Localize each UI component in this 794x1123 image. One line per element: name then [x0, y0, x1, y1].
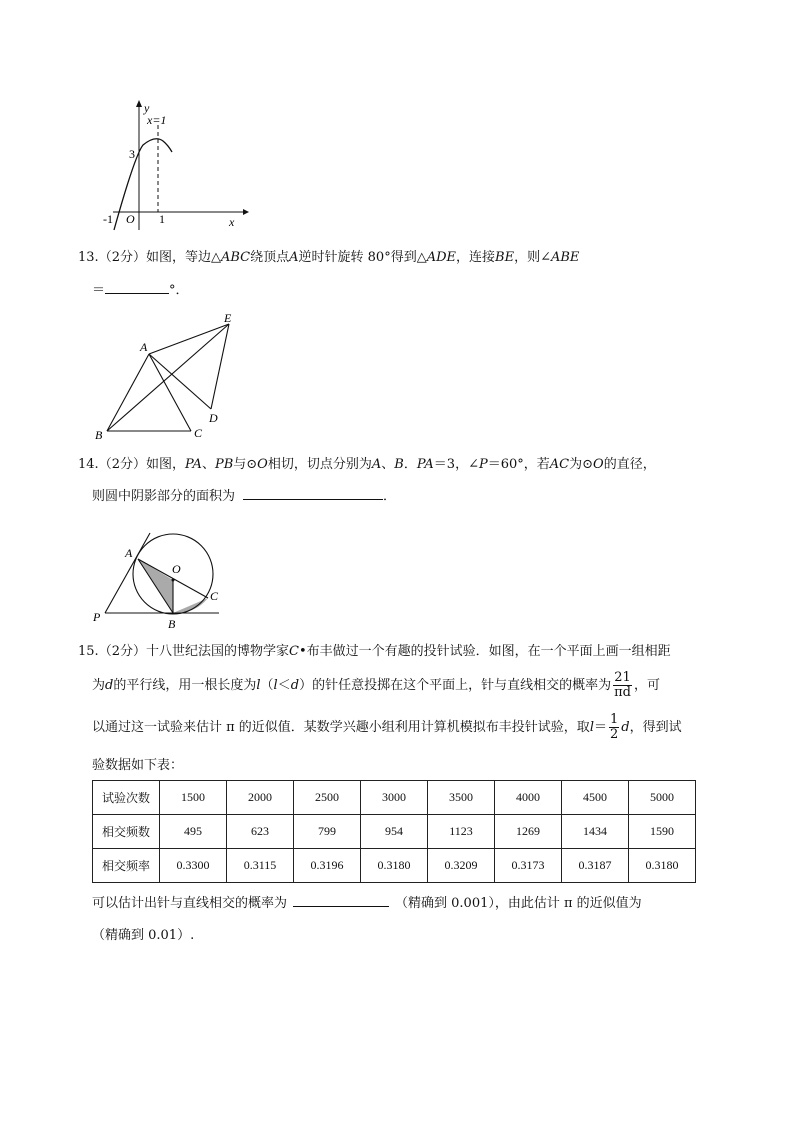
table-cell: 4500 — [562, 781, 629, 815]
point-c-label: C — [194, 426, 203, 440]
y-axis-label: y — [144, 101, 150, 115]
q13-answer-blank[interactable] — [105, 281, 169, 294]
point-a-label: A — [125, 546, 133, 560]
table-row-header: 试验次数 — [93, 781, 160, 815]
point-p-label: P — [93, 610, 101, 624]
q14-answer-blank[interactable] — [243, 487, 383, 500]
table-cell: 623 — [227, 815, 294, 849]
symmetry-label: x=1 — [147, 113, 167, 127]
y-axis-arrow-icon — [136, 100, 142, 107]
table-row — [93, 781, 696, 815]
tangent-circle-figure — [88, 512, 233, 632]
q15-number: 15. — [78, 644, 99, 659]
table-cell: 4000 — [495, 781, 562, 815]
half-fraction: $\frac{1}{2}$ — [610, 712, 619, 742]
rotated-triangle-figure — [88, 306, 248, 446]
table-cell: 0.3180 — [361, 849, 428, 883]
table-cell: 0.3300 — [160, 849, 227, 883]
table-cell: 0.3187 — [562, 849, 629, 883]
probability-fraction: $\frac{21}{\pi d}$ — [614, 670, 631, 700]
q15-score: （2分） — [98, 644, 146, 659]
point-b-label: B — [168, 617, 176, 631]
table-cell: 0.3173 — [495, 849, 562, 883]
table-row-header: 相交频率 — [93, 849, 160, 883]
q15-line4: 验数据如下表： — [92, 758, 184, 773]
point-c-label: C — [210, 589, 219, 603]
point-d-label: D — [209, 411, 218, 425]
origin-label: O — [126, 212, 135, 226]
q15-line5: 可以估计出针与直线相交的概率为 （精确到 0.001），由此估计 π 的近似值为 — [92, 896, 642, 911]
q15-line6: （精确到 0.01）. — [92, 928, 195, 943]
table-cell: 799 — [294, 815, 361, 849]
q15-line2: 为d的平行线，用一根长度为l（l＜d）的针任意投掷在这个平面上，针与直线相交的概率为 $\frac{21}{\pi d}$ ，可 — [92, 670, 660, 700]
x-axis-label: x — [229, 215, 235, 229]
q14-score: （2分） — [98, 457, 146, 472]
table-row — [93, 815, 696, 849]
experiment-table — [92, 780, 696, 883]
table-row-header: 相交频数 — [93, 815, 160, 849]
table-cell: 5000 — [629, 781, 696, 815]
one-label: 1 — [159, 212, 165, 226]
q13-line2: ＝ °． — [92, 283, 189, 298]
table-cell: 495 — [160, 815, 227, 849]
q13-line1: 13.（2分）如图，等边△ABC绕顶点A逆时针旋转 80°得到△ADE，连接BE，则∠ABE — [78, 250, 580, 265]
point-e-label: E — [224, 311, 232, 325]
q14-line2: 则圆中阴影部分的面积为 ． — [92, 489, 397, 504]
table-cell: 0.3196 — [294, 849, 361, 883]
table-cell: 2000 — [227, 781, 294, 815]
table-cell: 1269 — [495, 815, 562, 849]
table-cell: 0.3180 — [629, 849, 696, 883]
table-cell: 0.3115 — [227, 849, 294, 883]
q14-line1: 14.（2分）如图，PA、PB与⊙O相切，切点分别为A、B．PA＝3，∠P＝60°，若AC为⊙O的直径， — [78, 457, 656, 472]
q13-score: （2分） — [98, 250, 146, 265]
table-cell: 1123 — [428, 815, 495, 849]
q15-line1: 15.（2分）十八世纪法国的博物学家C•布丰做过一个有趣的投针试验．如图，在一个平面上画一组相距 — [78, 644, 671, 659]
q15-line3: 以通过这一试验来估计 π 的近似值．某数学兴趣小组利用计算机模拟布丰投针试验，取l＝ $\frac{1}{2}$ d，得到试 — [92, 712, 682, 742]
q13-number: 13. — [78, 250, 99, 265]
point-b-label: B — [95, 428, 103, 442]
x-axis-arrow-icon — [243, 209, 249, 215]
table-cell: 1590 — [629, 815, 696, 849]
table-cell: 2500 — [294, 781, 361, 815]
table-cell: 954 — [361, 815, 428, 849]
table-cell: 1434 — [562, 815, 629, 849]
point-a-label: A — [140, 340, 148, 354]
table-cell: 1500 — [160, 781, 227, 815]
table-cell: 3000 — [361, 781, 428, 815]
parabola-figure — [95, 95, 255, 235]
table-cell: 3500 — [428, 781, 495, 815]
neg-one-label: -1 — [103, 212, 113, 226]
y-intercept-label: 3 — [129, 147, 135, 161]
q15-probability-blank[interactable] — [293, 894, 389, 907]
point-o-label: O — [172, 562, 181, 576]
q14-number: 14. — [78, 457, 99, 472]
table-cell: 0.3209 — [428, 849, 495, 883]
table-row — [93, 849, 696, 883]
